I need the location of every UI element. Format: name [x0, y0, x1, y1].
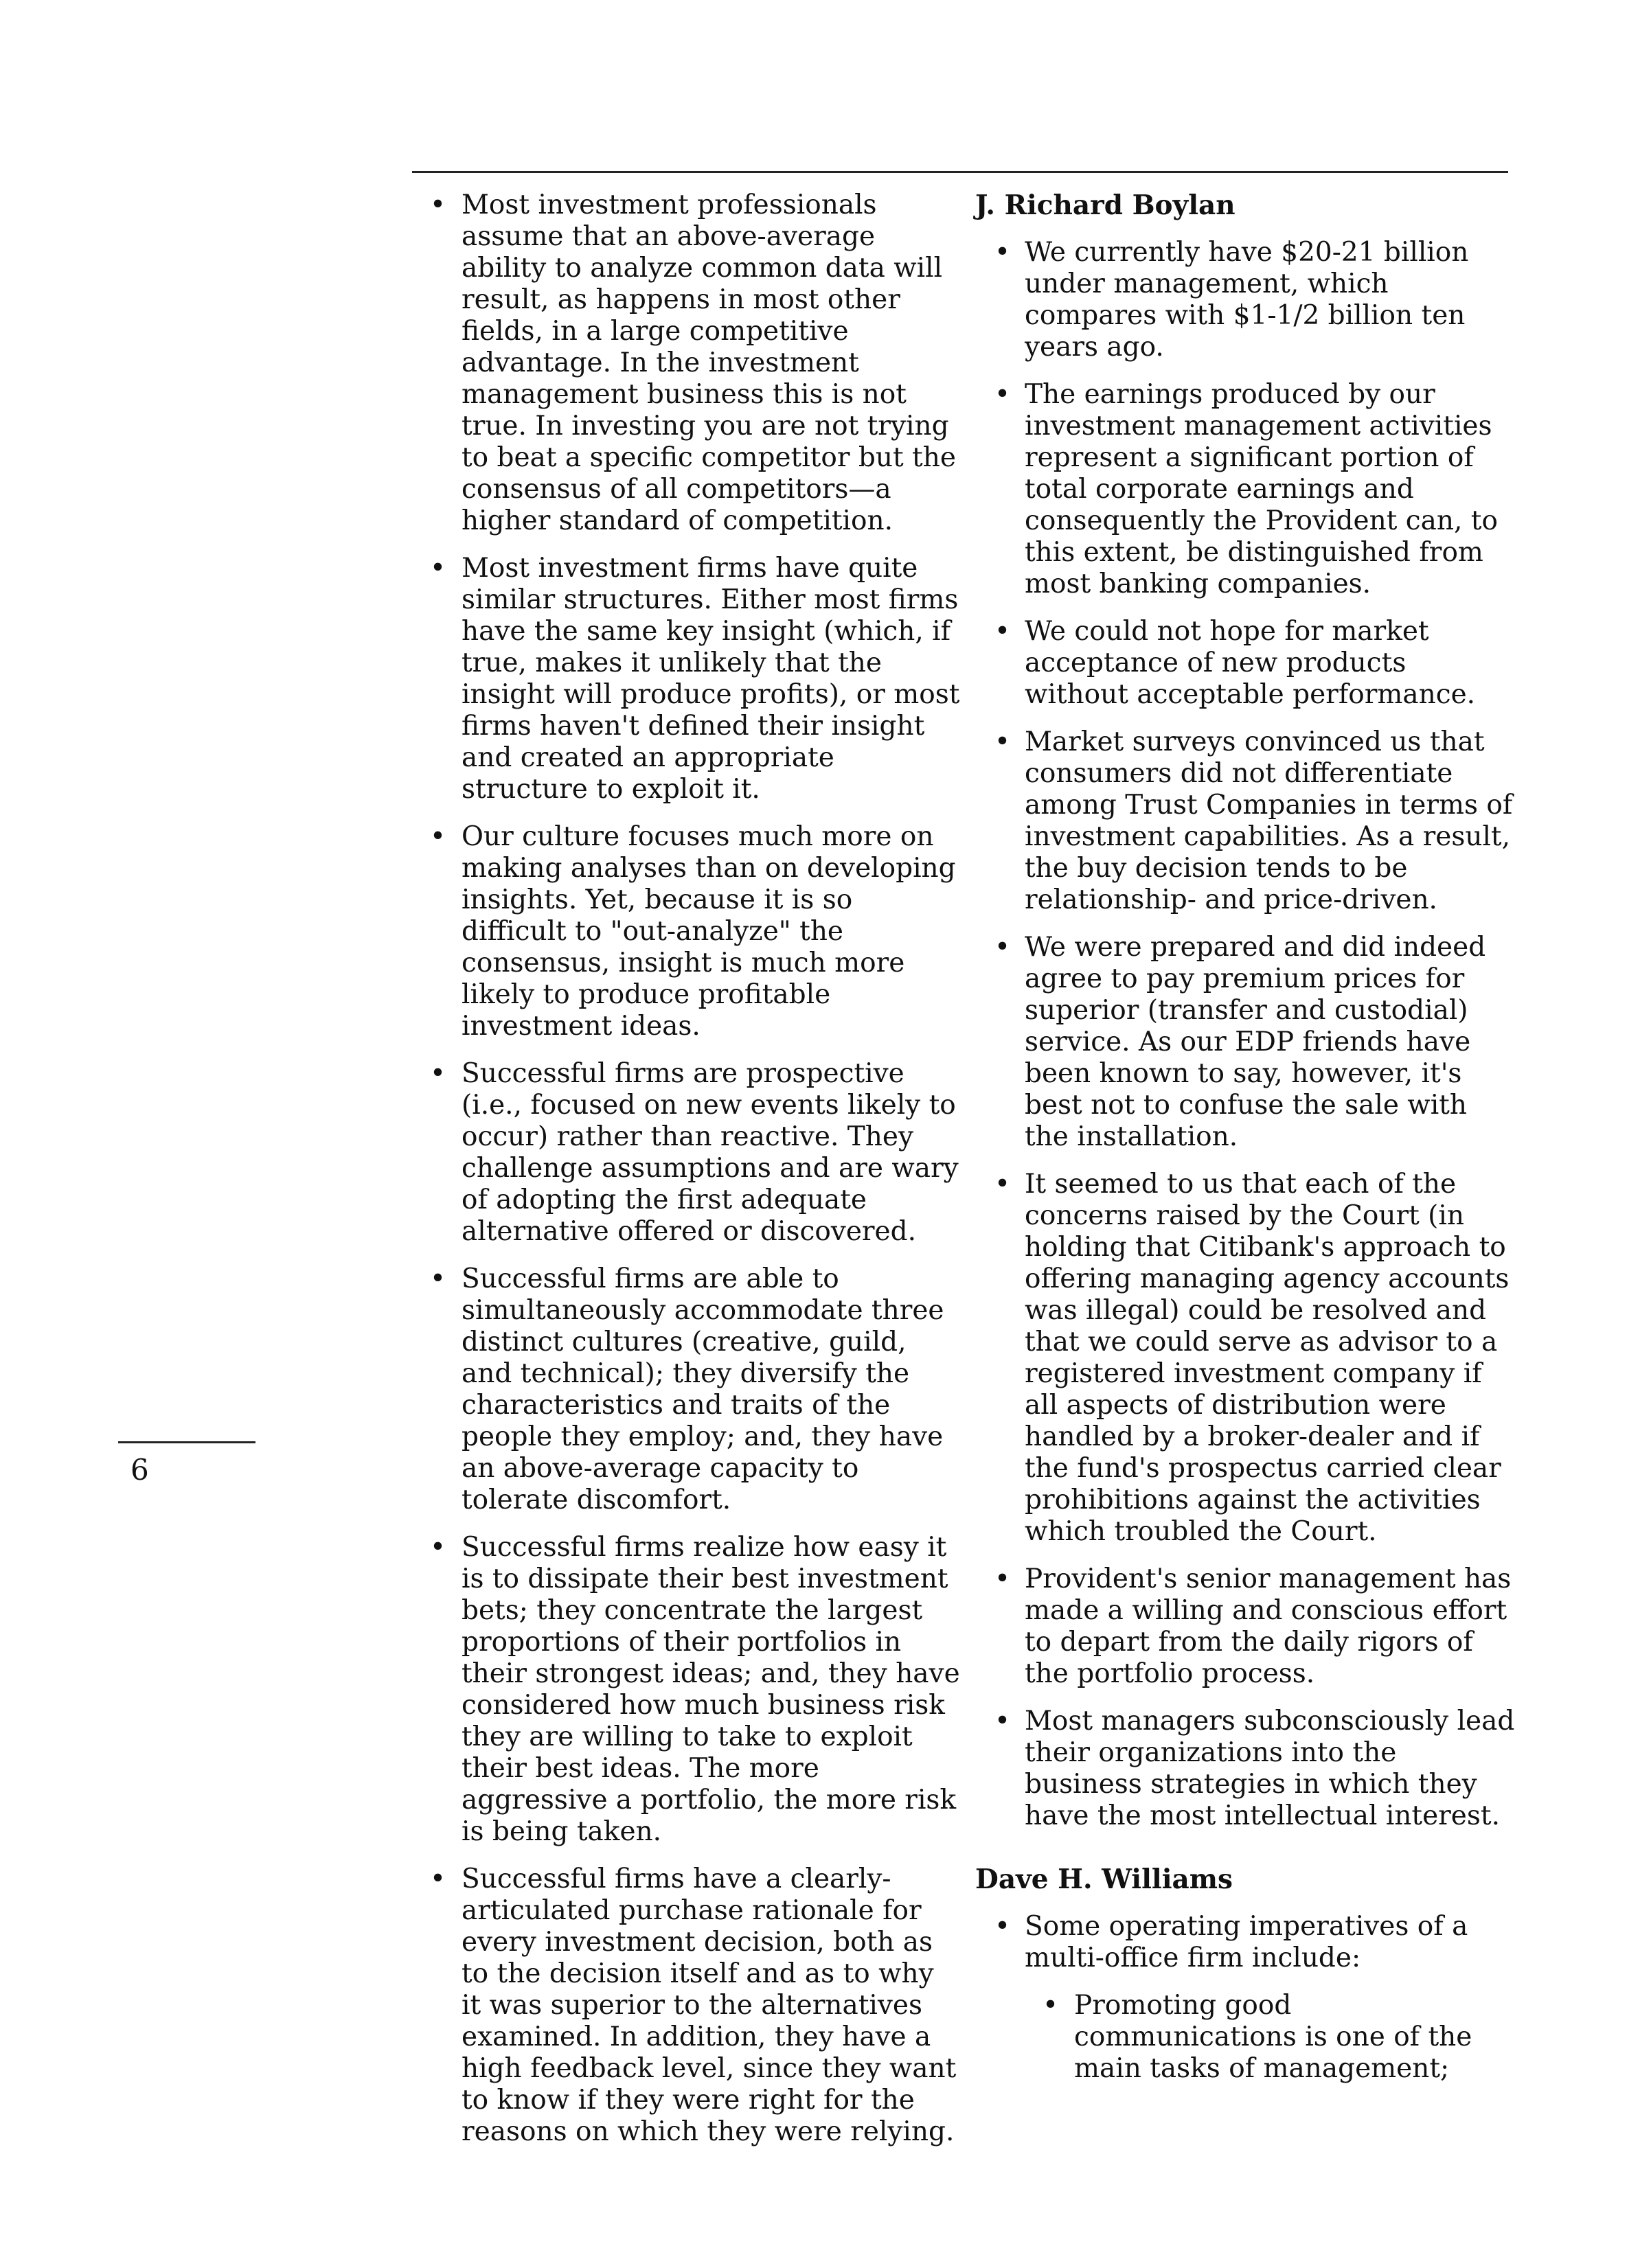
left-column: [412, 190, 961, 2164]
bullet-item: • Successful firms are prospective (i.e., focused on new events likely to occur) rather than reactive. They challenge assumptions and are wary of adopting the first adequate alternative offered or discovered.: [412, 1058, 961, 1248]
speaker-heading-williams: Dave H. Williams: [975, 1864, 1233, 1895]
bullet-item: • Most investment professionals assume that an above-average ability to analyze common data will result, as happens in most other fields, in a large competitive advantage. In the investment management business this is not true. In investing you are not trying to beat a specific competitor but the consensus of all competitors—a higher standard of competition.: [412, 190, 961, 537]
bullet-item: • It seemed to us that each of the concerns raised by the Court (in holding that Citibank's approach to offering managing agency accounts was illegal) could be resolved and that we could serve as advisor to a registered investment company if all aspects of distribution were handled by a broker-dealer and if the fund's prospectus carried clear prohibitions against the activities which troubled the Court.: [975, 1169, 1518, 1548]
bullet-item: • Provident's senior management has made a willing and conscious effort to depart from the daily rigors of the portfolio process.: [975, 1563, 1518, 1690]
nested-bullet-item: • Promoting good communications is one of the main tasks of management;: [1025, 1990, 1518, 2085]
margin-rule: [118, 1441, 255, 1443]
bullet-item: • Most investment firms have quite similar structures. Either most firms have the same key insight (which, if true, makes it unlikely that the insight will produce profits), or most firms haven't defined their insight and created an appropriate structure to exploit it.: [412, 553, 961, 805]
bullet-item: • Successful firms are able to simultaneously accommodate three distinct cultures (creative, guild, and technical); they diversify the characteristics and traits of the people they employ; and, they have an above-average capacity to tolerate discomfort.: [412, 1263, 961, 1516]
top-rule: [412, 171, 1508, 173]
bullet-item: • Successful firms realize how easy it is to dissipate their best investment bets; they concentrate the largest proportions of their portfolios in their strongest ideas; and, they have considered how much business risk they are willing to take to exploit their best ideas. The more aggressive a portfolio, the more risk is being taken.: [412, 1532, 961, 1848]
nested-bullet-list: [1025, 1990, 1518, 2085]
bullet-item: • Market surveys convinced us that consumers did not differentiate among Trust Companies in terms of investment capabilities. As a result, the buy decision tends to be relationship- and price-driven.: [975, 726, 1518, 916]
right-column: [975, 190, 1518, 2100]
bullet-item: • We currently have $20-21 billion under management, which compares with $1-1/2 billion ten years ago.: [975, 237, 1518, 363]
bullet-item: • Most managers subconsciously lead their organizations into the business strategies in which they have the most intellectual interest.: [975, 1706, 1518, 1832]
bullet-item: • Our culture focuses much more on making analyses than on developing insights. Yet, because it is so difficult to "out-analyze" the consensus, insight is much more likely to produce profitable investment ideas.: [412, 821, 961, 1042]
bullet-item: • We were prepared and did indeed agree to pay premium prices for superior (transfer and custodial) service. As our EDP friends have been known to say, however, it's best not to confuse the sale with the installation.: [975, 932, 1518, 1153]
bullet-item: • We could not hope for market acceptance of new products without acceptable performance.: [975, 616, 1518, 711]
page-number: 6: [130, 1453, 149, 1487]
left-bullet-list: [412, 190, 961, 2148]
bullet-item: • Successful firms have a clearly-articulated purchase rationale for every investment decision, both as to the decision itself and as to why it was superior to the alternatives examined. In addition, they have a high feedback level, since they want to know if they were right for the reasons on which they were relying.: [412, 1864, 961, 2148]
bullet-item-text: Some operating imperatives of a multi-office firm include:: [1025, 1911, 1468, 1973]
boylan-bullet-list: [975, 237, 1518, 1832]
speaker-heading-boylan: J. Richard Boylan: [975, 190, 1236, 221]
williams-bullet-list: [975, 1911, 1518, 2085]
bullet-item-with-sublist: [975, 1911, 1518, 2085]
bullet-item: • The earnings produced by our investment management activities represent a significant portion of total corporate earnings and consequently the Provident can, to this extent, be distinguished from most banking companies.: [975, 379, 1518, 600]
